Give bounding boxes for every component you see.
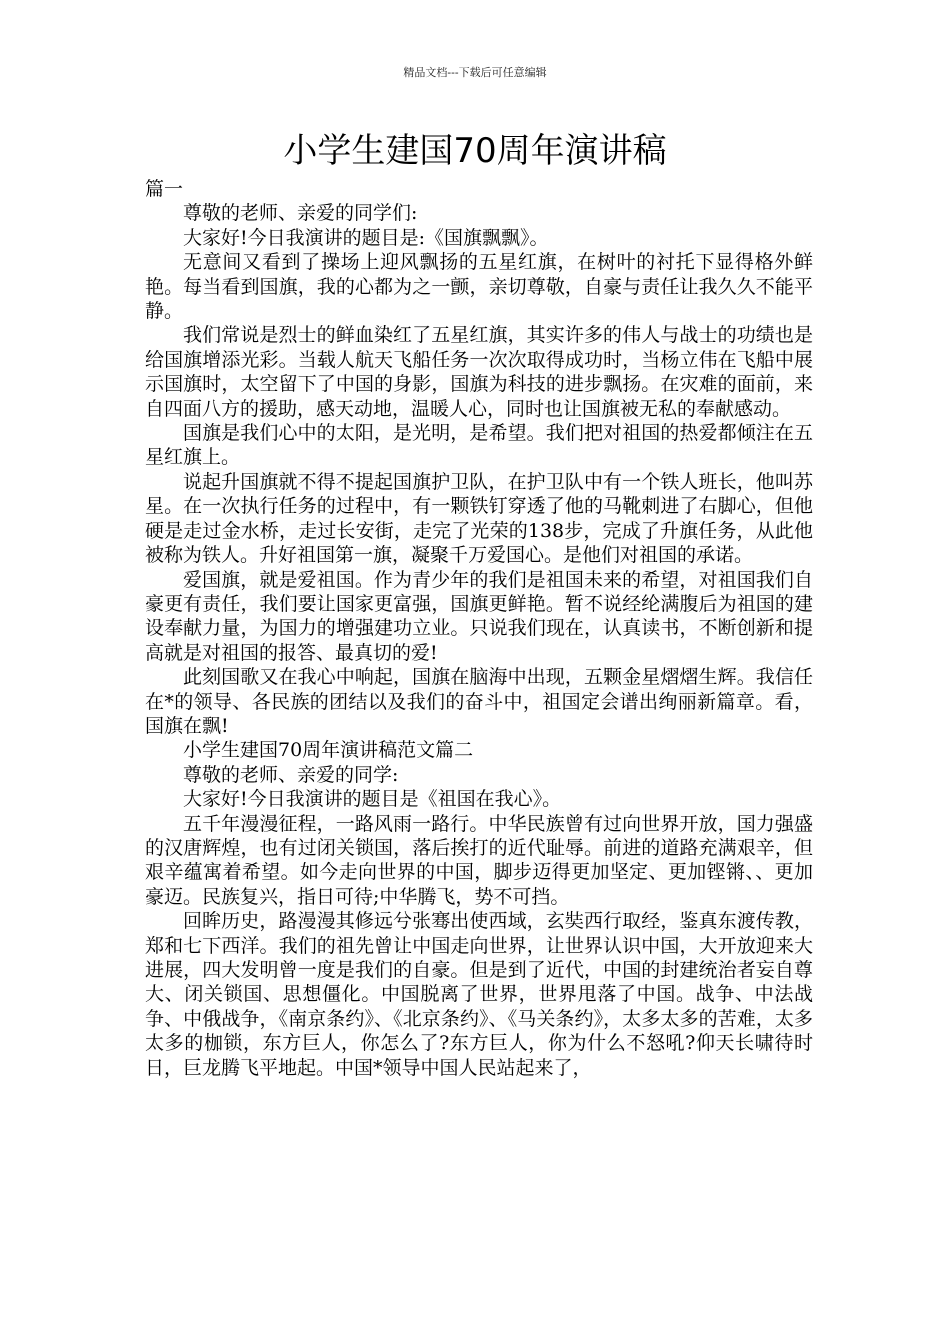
paragraph: 尊敬的老师、亲爱的同学们: (183, 202, 418, 225)
paragraph: 尊敬的老师、亲爱的同学: (183, 763, 399, 786)
section-heading: 小学生建国70周年演讲稿范文篇二 (183, 739, 474, 762)
paragraph: 我们常说是烈士的鲜血染红了五星红旗，其实许多的伟人与战士的功绩也是给国旗增添光彩。当载人航天飞船任务一次次取得成功时，当杨立伟在飞船中展示国旗时，太空留下了中国的身影，国旗为科技的进步飘扬。在灾难的面前，来自四面八方的援助，感天动地，温暖人心，同时也让国旗被无私的奉献感动。 (145, 324, 813, 420)
document-title: 小学生建国70周年演讲稿 (283, 131, 667, 171)
paragraph: 国旗是我们心中的太阳，是光明，是希望。我们把对祖国的热爱都倾注在五星红旗上。 (145, 422, 813, 469)
paragraph: 大家好!今日我演讲的题目是:《国旗飘飘》。 (183, 226, 549, 249)
paragraph: 说起升国旗就不得不提起国旗护卫队，在护卫队中有一个铁人班长，他叫苏星。在一次执行任务的过程中，有一颗铁钉穿透了他的马靴刺进了右脚心，但他硬是走过金水桥，走过长安街，走完了光荣的138步，完成了升旗任务，从此他被称为铁人。升好祖国第一旗，凝聚千万爱国心。是他们对祖国的承诺。 (145, 470, 813, 567)
paragraph: 爱国旗，就是爱祖国。作为青少年的我们是祖国未来的希望，对祖国我们自豪更有责任，我们要让国家更富强，国旗更鲜艳。暂不说经纶满腹后为祖国的建设奉献力量，为国力的增强建功立业。只说我们现在，认真读书，不断创新和提高就是对祖国的报答、最真切的爱! (145, 568, 813, 664)
paragraph: 五千年漫漫征程，一路风雨一路行。中华民族曾有过向世界开放，国力强盛的汉唐辉煌，也有过闭关锁国，落后挨打的近代耻辱。前进的道路充满艰辛，但艰辛蕴寓着希望。如今走向世界的中国，脚步迈得更加坚定、更加铿锵、、更加豪迈。民族复兴，指日可待;中华腾飞，势不可挡。 (145, 812, 813, 908)
section-label: 篇一 (145, 178, 184, 200)
paragraph: 此刻国歌又在我心中响起，国旗在脑海中出现，五颗金星熠熠生辉。我信任在*的领导、各民族的团结以及我们的奋斗中，祖国定会谱出绚丽新篇章。看，国旗在飘! (145, 666, 813, 737)
paragraph: 大家好!今日我演讲的题目是《祖国在我心》。 (183, 788, 562, 811)
paragraph: 回眸历史，路漫漫其修远兮张骞出使西域，玄奘西行取经，鉴真东渡传教，郑和七下西洋。我们的祖先曾让中国走向世界，让世界认识中国，大开放迎来大进展，四大发明曾一度是我们的自豪。但是到了近代，中国的封建统治者妄自尊大、闭关锁国、思想僵化。中国脱离了世界，世界甩落了中国。战争、中法战争、中俄战争，《南京条约》、《北京条约》、《马关条约》，太多太多的苦难，太多太多的枷锁，东方巨人，你怎么了?东方巨人，你为什么不怒吼?仰天长啸待时日，巨龙腾飞平地起。中国*领导中国人民站起来了， (145, 910, 813, 1079)
paragraph: 无意间又看到了操场上迎风飘扬的五星红旗，在树叶的衬托下显得格外鲜艳。每当看到国旗，我的心都为之一颤，亲切尊敬，自豪与责任让我久久不能平静。 (145, 251, 813, 323)
page-header-note: 精品文档---下载后可任意编辑 (403, 66, 547, 79)
document-body (145, 177, 813, 1080)
